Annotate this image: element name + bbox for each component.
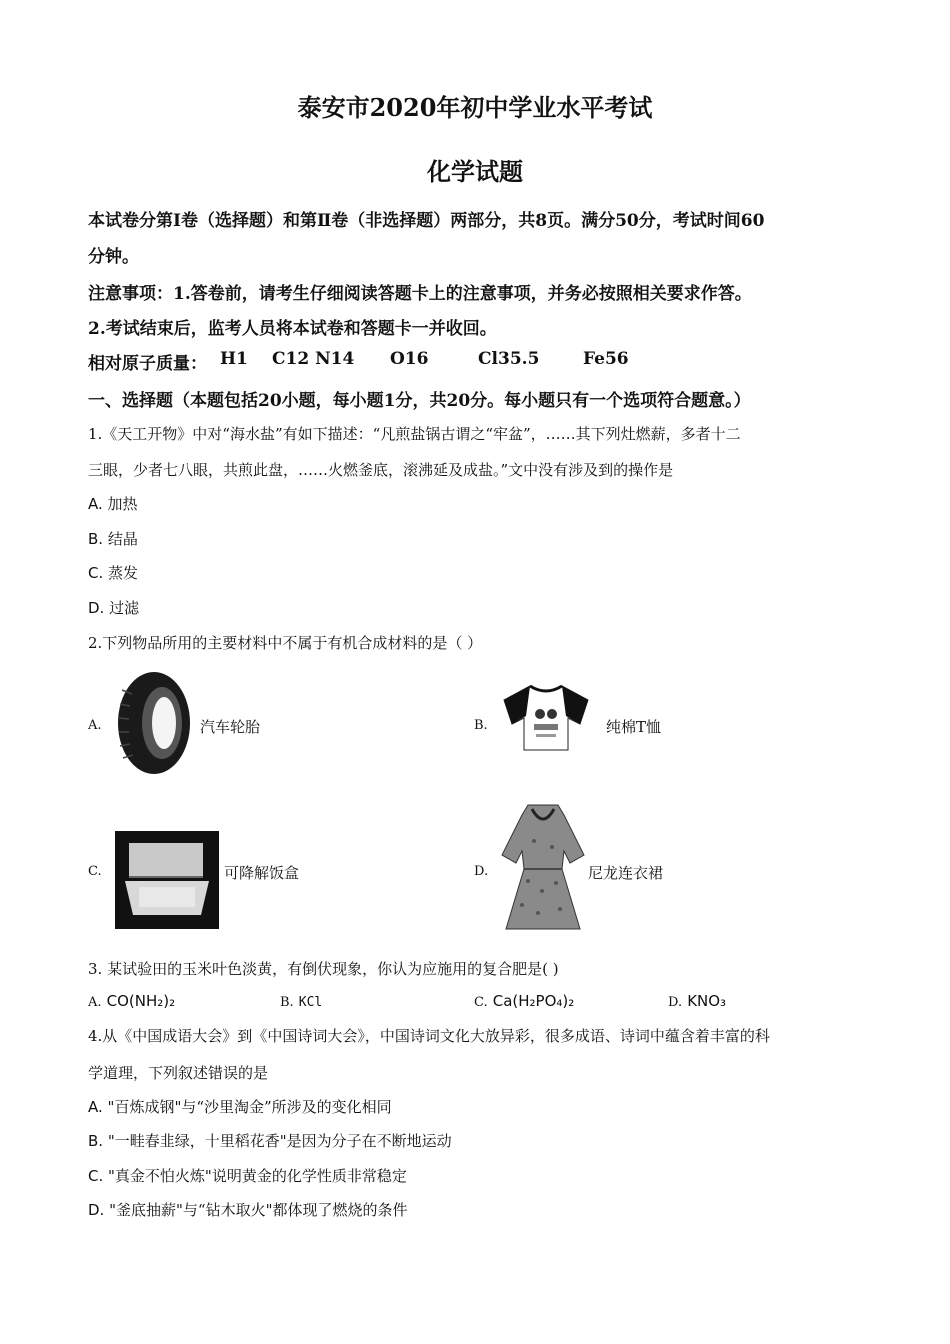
tire-icon (112, 670, 196, 776)
page-subtitle: 化学试题 (427, 157, 523, 186)
q4-option-d: D. "釜底抽薪"与“钻木取火"都体现了燃烧的条件 (88, 1201, 408, 1219)
q2-option-c-text: 可降解饭盒 (224, 864, 300, 882)
q3-option-c: C. Ca(H₂PO₄)₂ (474, 992, 575, 1010)
tshirt-icon (500, 680, 592, 752)
atomic-mass-c-n: C12 N14 (272, 349, 355, 369)
page-title: 泰安市2020年初中学业水平考试 (297, 93, 653, 122)
q4-line-1: 4.从《中国成语大会》到《中国诗词大会》，中国诗词文化大放异彩，很多成语、诗词中蕴含着丰富的科 (88, 1027, 770, 1045)
q3-option-a: A. CO(NH₂)₂ (88, 992, 176, 1010)
q2-option-c-letter: C. (88, 864, 102, 879)
q2-option-b-letter: B. (474, 718, 488, 733)
notice-1: 注意事项：1.答卷前，请考生仔细阅读答题卡上的注意事项，并务必按照相关要求作答。 (88, 284, 752, 304)
q2-option-a-text: 汽车轮胎 (200, 718, 261, 736)
atomic-mass-label: 相对原子质量： (88, 354, 207, 374)
q3-stem: 3. 某试验田的玉米叶色淡黄，有倒伏现象，你认为应施用的复合肥是( ) (88, 960, 559, 978)
q4-option-b: B. "一畦春韭绿，十里稻花香"是因为分子在不断地运动 (88, 1132, 452, 1150)
q2-stem: 2.下列物品所用的主要材料中不属于有机合成材料的是（ ） (88, 634, 483, 652)
lunchbox-icon (115, 831, 219, 929)
q2-option-d-letter: D. (474, 864, 489, 879)
atomic-mass-cl: Cl35.5 (478, 349, 540, 369)
intro-line-2: 分钟。 (88, 247, 139, 267)
q1-option-a: A. 加热 (88, 495, 138, 513)
q3-option-d: D. KNO₃ (668, 992, 727, 1010)
q4-option-a: A. "百炼成钢"与“沙里淘金”所涉及的变化相同 (88, 1098, 392, 1116)
dress-icon (498, 801, 588, 933)
q2-option-b-text: 纯棉T恤 (606, 718, 662, 736)
q1-option-b: B. 结晶 (88, 530, 138, 548)
atomic-mass-fe: Fe56 (583, 349, 629, 369)
intro-line-1: 本试卷分第Ⅰ卷（选择题）和第Ⅱ卷（非选择题）两部分，共8页。满分50分，考试时间60 (88, 211, 765, 231)
q1-option-c: C. 蒸发 (88, 564, 139, 582)
q2-option-d-text: 尼龙连衣裙 (588, 864, 664, 882)
atomic-mass-o: O16 (390, 349, 429, 369)
q4-option-c: C. "真金不怕火炼"说明黄金的化学性质非常稳定 (88, 1167, 407, 1185)
q4-line-2: 学道理，下列叙述错误的是 (88, 1064, 269, 1082)
section-heading: 一、选择题（本题包括20小题，每小题1分，共20分。每小题只有一个选项符合题意。） (88, 391, 751, 411)
q1-line-1: 1.《天工开物》中对“海水盐”有如下描述：“凡煎盐锅古谓之“牢盆”，……其下列灶燃薪，多者十二 (88, 425, 741, 443)
q1-option-d: D. 过滤 (88, 599, 140, 617)
q1-line-2: 三眼，少者七八眼，共煎此盘，……火燃釜底，滚沸延及成盐。”文中没有涉及到的操作是 (88, 461, 674, 479)
q3-option-b: B. KCl (280, 995, 323, 1010)
notice-2: 2.考试结束后，监考人员将本试卷和答题卡一并收回。 (88, 319, 497, 339)
atomic-mass-h: H1 (220, 349, 248, 369)
q2-option-a-letter: A. (88, 718, 102, 733)
